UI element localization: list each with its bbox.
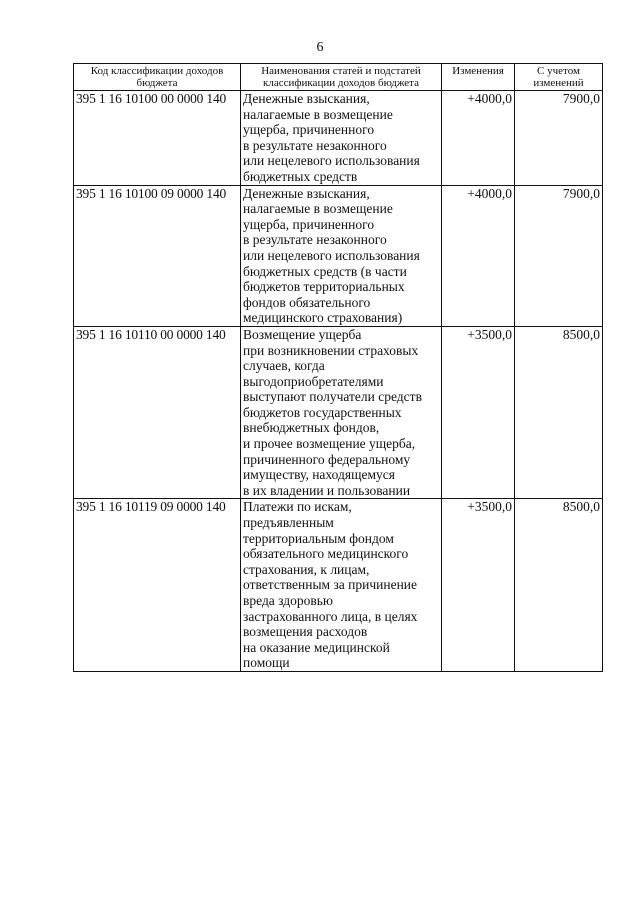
table-row: [74, 91, 603, 186]
row-name-line: в результате незаконного: [243, 137, 387, 153]
row-name-line: ущерба, причиненного: [243, 122, 375, 138]
row-name-line: возмещения расходов: [243, 624, 368, 640]
header-name: Наименования статей и подстатей классификации доходов бюджета: [241, 64, 442, 91]
row-name-line: случаев, когда: [243, 358, 325, 374]
row-name-line: при возникновении страховых: [243, 342, 419, 358]
row-name-line: на оказание медицинской: [243, 639, 390, 655]
row-name-line: Возмещение ущерба: [243, 326, 362, 342]
row-name-line: медицинского страхования): [243, 310, 403, 326]
row-total: 8500,0: [515, 499, 603, 672]
row-name-line: или нецелевого использования: [243, 153, 420, 169]
header-code: Код классификации доходов бюджета: [74, 64, 241, 91]
row-name-line: вреда здоровью: [243, 593, 333, 608]
row-name-line: выгодоприобретателями: [243, 373, 384, 389]
row-name-line: имуществу, находящемуся: [243, 467, 395, 483]
table-row: [74, 326, 603, 499]
row-name-line: Денежные взыскания,: [243, 185, 370, 201]
row-code: 395 1 16 10100 00 0000 140: [74, 91, 241, 186]
header-change: Изменения: [442, 64, 515, 91]
row-name: [241, 499, 442, 672]
table-row: [74, 185, 603, 326]
row-name-line: территориальным фондом: [243, 530, 394, 546]
row-name-line: бюджетных средств (в части: [243, 263, 407, 279]
row-name-line: причиненного федеральному: [243, 451, 411, 467]
table-body: [74, 91, 603, 672]
row-total: 7900,0: [515, 91, 603, 186]
row-name-line: ущерба, причиненного: [243, 216, 375, 232]
row-total: 8500,0: [515, 326, 603, 499]
row-name-line: налагаемые в возмещение: [243, 201, 393, 217]
row-code: 395 1 16 10110 00 0000 140: [74, 326, 241, 499]
table-header-row: [74, 64, 603, 91]
row-code: 395 1 16 10100 09 0000 140: [74, 185, 241, 326]
row-name-line: бюджетов государственных: [243, 404, 402, 420]
row-change: +3500,0: [442, 326, 515, 499]
row-name-line: в их владении и пользовании: [243, 482, 411, 498]
row-name-line: обязательного медицинского: [243, 546, 409, 562]
row-name-line: фондов обязательного: [243, 294, 371, 310]
row-name: [241, 185, 442, 326]
row-change: +4000,0: [442, 185, 515, 326]
row-name-line: бюджетных средств: [243, 168, 358, 184]
row-name-line: бюджетов территориальных: [243, 279, 405, 295]
row-name-line: выступают получатели средств: [243, 389, 422, 405]
row-name-line: в результате незаконного: [243, 232, 387, 248]
row-name-line: страхования, к лицам,: [243, 561, 370, 577]
row-total: 7900,0: [515, 185, 603, 326]
row-change: +3500,0: [442, 499, 515, 672]
row-code: 395 1 16 10119 09 0000 140: [74, 499, 241, 672]
budget-revenue-table: [73, 63, 603, 672]
header-total: С учетом изменений: [515, 64, 603, 91]
row-name: [241, 91, 442, 186]
row-change: +4000,0: [442, 91, 515, 186]
row-name-line: Денежные взыскания,: [243, 91, 370, 106]
table-row: [74, 499, 603, 672]
row-name-line: и прочее возмещение ущерба,: [243, 436, 416, 452]
row-name-line: внебюджетных фондов,: [243, 420, 380, 436]
row-name-line: Платежи по искам,: [243, 499, 352, 515]
row-name-line: налагаемые в возмещение: [243, 106, 393, 122]
page-number: 6: [316, 40, 324, 55]
row-name-line: застрахованного лица, в целях: [243, 608, 418, 624]
row-name-line: помощи: [243, 655, 290, 671]
row-name-line: ответственным за причинение: [243, 577, 418, 593]
row-name-line: предъявленным: [243, 515, 334, 531]
row-name: [241, 326, 442, 499]
row-name-line: или нецелевого использования: [243, 247, 420, 263]
